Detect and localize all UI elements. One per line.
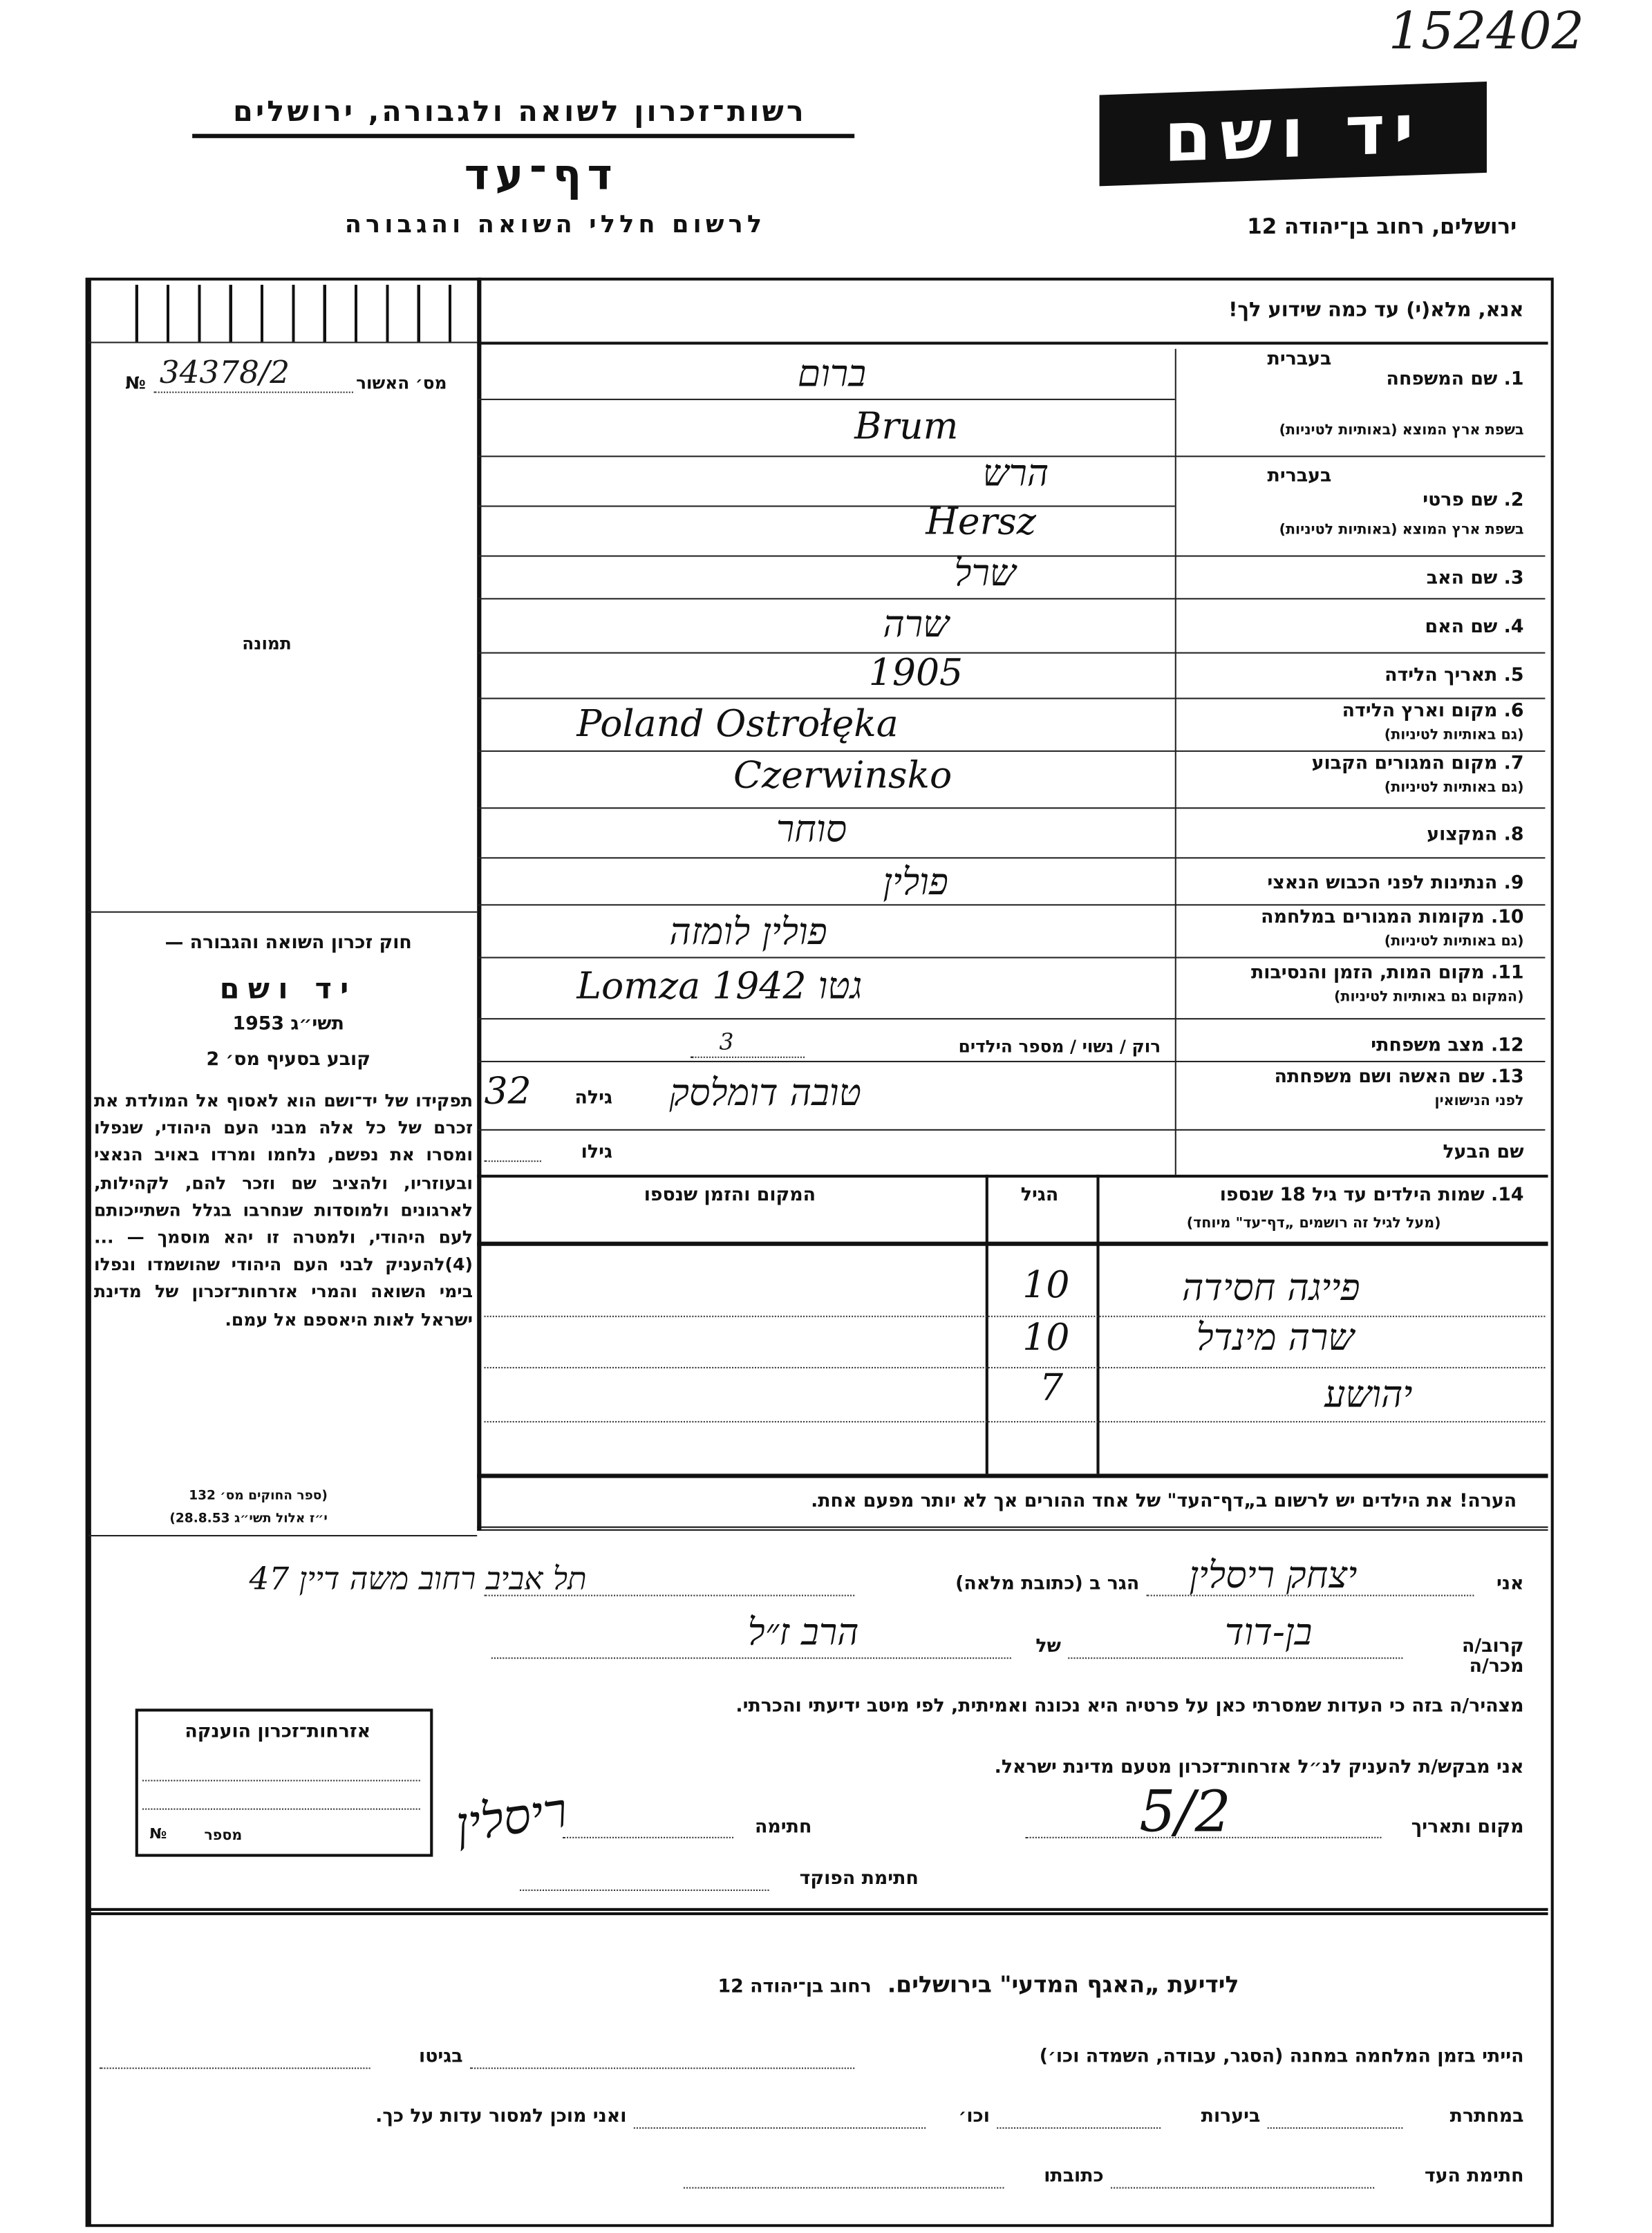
dotted-line bbox=[1111, 2187, 1374, 2189]
first-name-hebrew[interactable]: הרש bbox=[982, 453, 1049, 496]
camp-label: הייתי בזמן המלחמה במחנה (הסגר, עבודה, השמדה וכו׳) bbox=[1039, 2046, 1524, 2068]
bottom-title: לידיעת „האגף המדעי" בירושלים. bbox=[887, 1970, 1239, 1998]
relation-label: קרוב/ה מכר/ה bbox=[1461, 1636, 1524, 1678]
approval-number: 34378/2 bbox=[159, 356, 290, 392]
header-address: ירושלים, רחוב בן־יהודה 12 bbox=[1247, 214, 1517, 240]
child-age[interactable]: 10 bbox=[1022, 1317, 1070, 1360]
divider bbox=[1096, 1175, 1099, 1474]
witness-name[interactable]: יצחק ריסלין bbox=[1189, 1554, 1358, 1598]
field-7-label bbox=[1189, 755, 1523, 775]
fields-4-num: 5. bbox=[1503, 665, 1524, 687]
divider bbox=[477, 652, 1545, 654]
of-label: של bbox=[1035, 1636, 1061, 1658]
instruction: אנא, מלא(י) עד כמה שידוע לך! bbox=[1228, 299, 1524, 322]
witness-address-label: כתובתו bbox=[1044, 2165, 1104, 2187]
divider bbox=[477, 1061, 1545, 1062]
husband-age-label: גילו bbox=[581, 1142, 612, 1164]
divider bbox=[477, 1473, 1548, 1478]
mother-name[interactable]: שרה bbox=[883, 603, 950, 647]
wife-age[interactable]: 32 bbox=[484, 1071, 532, 1114]
permanent-residence[interactable]: Czerwinsko bbox=[733, 754, 952, 798]
divider bbox=[477, 1018, 1545, 1019]
relation-value[interactable]: בן-דוד bbox=[1224, 1612, 1313, 1655]
field-13-note: לפני הנישואין bbox=[1434, 1093, 1524, 1109]
field-2-hebrew-label: בעברית bbox=[1267, 465, 1332, 487]
child-name[interactable]: שרה מינדל bbox=[1196, 1317, 1355, 1360]
authority-name: רשות־זכרון לשואה ולגבורה, ירושלים bbox=[233, 93, 807, 129]
fields-8-num: 9. bbox=[1503, 872, 1524, 894]
form-subtitle: לרשום חללי השואה והגבורה bbox=[344, 210, 767, 240]
field-12-label bbox=[1189, 1037, 1523, 1057]
dotted-line bbox=[100, 2068, 370, 2069]
dotted-line bbox=[997, 2127, 1161, 2129]
dotted-line bbox=[491, 1657, 1011, 1659]
wife-age-label: גילה bbox=[574, 1088, 612, 1109]
dotted-line bbox=[485, 1367, 1546, 1368]
marital-status-options: רוק / נשוי / מספר הילדים bbox=[958, 1036, 1161, 1057]
willing-to-testify: ואני מוכן למסור עדות על כך. bbox=[375, 2106, 627, 2128]
children-title bbox=[1111, 1186, 1523, 1206]
i-label: אני bbox=[1496, 1573, 1524, 1595]
fields-11-num: 12. bbox=[1491, 1035, 1524, 1057]
dotted-line bbox=[1068, 1657, 1402, 1659]
dotted-line bbox=[470, 2068, 854, 2069]
divider bbox=[477, 1175, 1548, 1178]
law-title: חוק זכרון השואה והגבורה — bbox=[165, 932, 412, 954]
children-note: (מעל לגיל זה רושמים „דף־עד" מיוחד) bbox=[1186, 1216, 1441, 1232]
citizenship-number-label: מספר bbox=[204, 1828, 243, 1845]
dotted-line bbox=[154, 392, 353, 393]
fields-6-label: מקום המגורים הקבוע bbox=[1311, 753, 1498, 775]
child-age[interactable]: 10 bbox=[1022, 1264, 1070, 1308]
divider bbox=[88, 912, 477, 913]
fields-8-label: הנתינות לפני הכבוש הנאצי bbox=[1267, 872, 1498, 894]
fields-1-label: שם פרטי bbox=[1423, 489, 1498, 511]
dotted-line bbox=[684, 2187, 1004, 2189]
divider bbox=[477, 505, 1175, 507]
citizenship-box-title: אזרחות־זכרון הוענקה bbox=[185, 1721, 371, 1743]
of-value[interactable]: הרב ז״ל bbox=[747, 1612, 859, 1655]
field-11-label bbox=[1189, 964, 1523, 984]
no-symbol: № bbox=[125, 373, 147, 393]
field-6-note: (גם באותיות לטיניות) bbox=[1384, 727, 1524, 744]
dotted-line bbox=[634, 2127, 926, 2129]
field-8-label bbox=[1189, 826, 1523, 846]
fields-7-num: 8. bbox=[1503, 824, 1524, 846]
form-title: דף־עד bbox=[464, 151, 619, 201]
dotted-line bbox=[142, 1780, 420, 1781]
no-symbol: № bbox=[149, 1827, 167, 1843]
field-1-hebrew-label: בעברית bbox=[1267, 348, 1332, 370]
dotted-line bbox=[691, 1057, 805, 1058]
signature[interactable]: ריסלין bbox=[452, 1782, 571, 1855]
child-name[interactable]: יהושע bbox=[1324, 1374, 1413, 1417]
field-11-note: (המקום גם באותיות לטיניות) bbox=[1333, 989, 1524, 1006]
citizenship-request: אני מבקש/ת להעניק לנ״ל אזרחות־זכרון מטעם מדינת ישראל. bbox=[994, 1757, 1524, 1779]
ghetto-label: בגיטו bbox=[419, 2046, 463, 2068]
divider bbox=[477, 1129, 1545, 1131]
nationality[interactable]: פולין bbox=[883, 861, 948, 905]
dotted-line bbox=[485, 1421, 1546, 1422]
first-name-latin[interactable]: Hersz bbox=[926, 501, 1036, 545]
fields-2-num: 3. bbox=[1503, 568, 1524, 590]
law-body: תפקידו של יד־ושם הוא לאסוף אל המולדת את זכרם של כל אלה מבני העם היהודי, שנפלו ומסרו את נפשם, נלחמו ומרדו באויב הנאצי ובעוזריו, ולהציב שם וזכר להם, לקהילות, לארגונים ולמוסדות שנחרבו בגלל השתייכותם לעם היהודי, ולמטרה זו יהא מוסמך — ...(4)להעניק לבני העם היהודי שהושמדו ונפלו בימי השואה והמרי אזרחות־זכרון של מדינת ישראל לאות היאספם אל עמם. bbox=[93, 1091, 473, 1330]
fields-6-num: 7. bbox=[1503, 753, 1524, 775]
code-boxes bbox=[135, 285, 470, 341]
father-name[interactable]: שרל bbox=[954, 552, 1016, 596]
column-place-time: המקום והזמן שנספו bbox=[644, 1185, 816, 1207]
family-name-hebrew[interactable]: ברום bbox=[797, 352, 867, 396]
divider bbox=[477, 1527, 1548, 1535]
etc-label: וכו׳ bbox=[958, 2106, 990, 2128]
law-source: (ספר החוקים מס׳ 132 bbox=[189, 1489, 328, 1504]
field-2-latin-label: בשפת ארץ המוצא (באותיות לטיניות) bbox=[1279, 522, 1524, 538]
field-6-label bbox=[1189, 702, 1523, 722]
children-num: 14. bbox=[1491, 1185, 1524, 1207]
fields-9-label: מקומות המגורים במלחמה bbox=[1261, 907, 1485, 929]
divider bbox=[88, 1535, 477, 1536]
divider bbox=[192, 134, 854, 138]
underground-label: במחתרת bbox=[1449, 2106, 1524, 2128]
wartime-residence[interactable]: פולין לומזה bbox=[669, 911, 827, 954]
field-3-label bbox=[1189, 569, 1523, 590]
fields-5-label: מקום וארץ הלידה bbox=[1342, 700, 1498, 722]
field-10-note: (גם באותיות לטיניות) bbox=[1384, 934, 1524, 950]
photo-label: תמונה bbox=[242, 633, 292, 654]
witness-address[interactable]: תל אביב רחוב משה דיין 47 bbox=[249, 1562, 587, 1598]
divider bbox=[477, 751, 1545, 752]
scientific-dept-notice bbox=[527, 1970, 1239, 1997]
fields-4-label: תאריך הלידה bbox=[1385, 665, 1498, 687]
death-place-date[interactable]: Lomza 1942 גטו bbox=[576, 965, 863, 1008]
children-count[interactable]: 3 bbox=[719, 1028, 734, 1055]
law-year: תשי״ג 1953 bbox=[232, 1013, 344, 1035]
field-1-label bbox=[1189, 370, 1523, 390]
child-name[interactable]: פייגה חסידה bbox=[1182, 1267, 1360, 1310]
dotted-line bbox=[485, 1316, 1546, 1317]
fields-1-num: 2. bbox=[1503, 489, 1524, 511]
birth-place[interactable]: Poland Ostrołęka bbox=[576, 703, 899, 746]
divider bbox=[986, 1175, 988, 1474]
fields-5-num: 6. bbox=[1503, 700, 1524, 722]
field-5-label bbox=[1189, 666, 1523, 686]
divider bbox=[88, 1908, 1548, 1921]
divider bbox=[88, 341, 477, 343]
label-divider bbox=[1175, 349, 1176, 1175]
signature-label: חתימה bbox=[754, 1816, 812, 1838]
fields-0-label: שם המשפחה bbox=[1386, 368, 1498, 390]
fields-10-label: מקום המות, הזמן והנסיבות bbox=[1250, 962, 1485, 984]
archive-number: 152402 bbox=[1388, 3, 1584, 62]
dotted-line bbox=[142, 1809, 420, 1810]
fields-0-num: 1. bbox=[1503, 368, 1524, 390]
yad-vashem-logo: יד ושם bbox=[1100, 82, 1487, 186]
profession[interactable]: סוחר bbox=[776, 809, 847, 852]
fields-10-num: 11. bbox=[1491, 962, 1524, 984]
field-4-label bbox=[1189, 618, 1523, 638]
divider bbox=[477, 857, 1545, 858]
family-name-latin[interactable]: Brum bbox=[854, 406, 959, 449]
place-date-value[interactable]: 5/2 bbox=[1139, 1780, 1231, 1846]
divider bbox=[477, 807, 1545, 809]
divider bbox=[477, 698, 1545, 699]
fields-12-label: שם האשה ושם משפחתה bbox=[1274, 1066, 1485, 1089]
bottom-address: רחוב בן־יהודה 12 bbox=[717, 1976, 872, 1998]
approval-label: מס׳ האשור bbox=[356, 373, 447, 393]
dotted-line bbox=[1268, 2127, 1403, 2129]
address-label: הגר ב (כתובת מלאה) bbox=[955, 1573, 1140, 1595]
fields-7-label: המקצוע bbox=[1427, 824, 1498, 846]
field-9-label bbox=[1189, 874, 1523, 894]
law-source-date: י״ז אלול תשי״ג 28.8.53) bbox=[169, 1512, 328, 1527]
dotted-line bbox=[563, 1837, 733, 1838]
officer-signature-label: חתימת הפוקד bbox=[799, 1868, 919, 1890]
field-13-label bbox=[1189, 1068, 1523, 1088]
declaration: מצהיר/ה בזה כי העדות שמסרתי כאן על פרטיה היא נכונה ואמיתית, לפי מיטב ידיעתי והכרתי. bbox=[735, 1695, 1524, 1717]
fields-12-num: 13. bbox=[1491, 1066, 1524, 1089]
law-name: יד ושם bbox=[219, 971, 357, 1006]
field-7-note: (גם באותיות לטיניות) bbox=[1384, 780, 1524, 796]
fields-2-label: שם האב bbox=[1426, 568, 1498, 590]
divider bbox=[477, 399, 1175, 400]
husband-name-label: שם הבעל bbox=[1443, 1142, 1524, 1164]
forests-label: ביערות bbox=[1201, 2106, 1261, 2128]
divider bbox=[477, 598, 1545, 599]
fields-9-num: 10. bbox=[1491, 907, 1524, 929]
field-10-label bbox=[1189, 908, 1523, 928]
fields-3-label: שם האם bbox=[1425, 616, 1498, 639]
law-clause: קובע בסעיף מס׳ 2 bbox=[206, 1049, 370, 1071]
birth-date[interactable]: 1905 bbox=[868, 652, 964, 695]
dotted-line bbox=[520, 1890, 769, 1891]
place-date-label: מקום ותאריך bbox=[1411, 1816, 1524, 1838]
field-2-label bbox=[1189, 491, 1523, 511]
divider bbox=[477, 904, 1545, 905]
children-note-warning: הערה! את הילדים יש לרשום ב„דף־העד" של אחד ההורים אך לא יותר מפעם אחת. bbox=[811, 1491, 1517, 1513]
fields-3-num: 4. bbox=[1503, 616, 1524, 639]
dotted-line bbox=[485, 1160, 541, 1162]
column-age: הגיל bbox=[1020, 1185, 1059, 1207]
field-1-latin-label: בשפת ארץ המוצא (באותיות לטיניות) bbox=[1279, 422, 1524, 439]
divider bbox=[477, 1242, 1548, 1246]
children-title: שמות הילדים עד גיל 18 שנספו bbox=[1219, 1185, 1485, 1207]
child-age[interactable]: 7 bbox=[1040, 1366, 1064, 1410]
divider bbox=[477, 957, 1545, 959]
divider bbox=[477, 341, 1548, 344]
fields-11-label: מצב משפחתי bbox=[1371, 1035, 1485, 1057]
witness-signature-label: חתימת העד bbox=[1424, 2165, 1524, 2187]
wife-name[interactable]: טובה דומלסק bbox=[669, 1072, 861, 1115]
